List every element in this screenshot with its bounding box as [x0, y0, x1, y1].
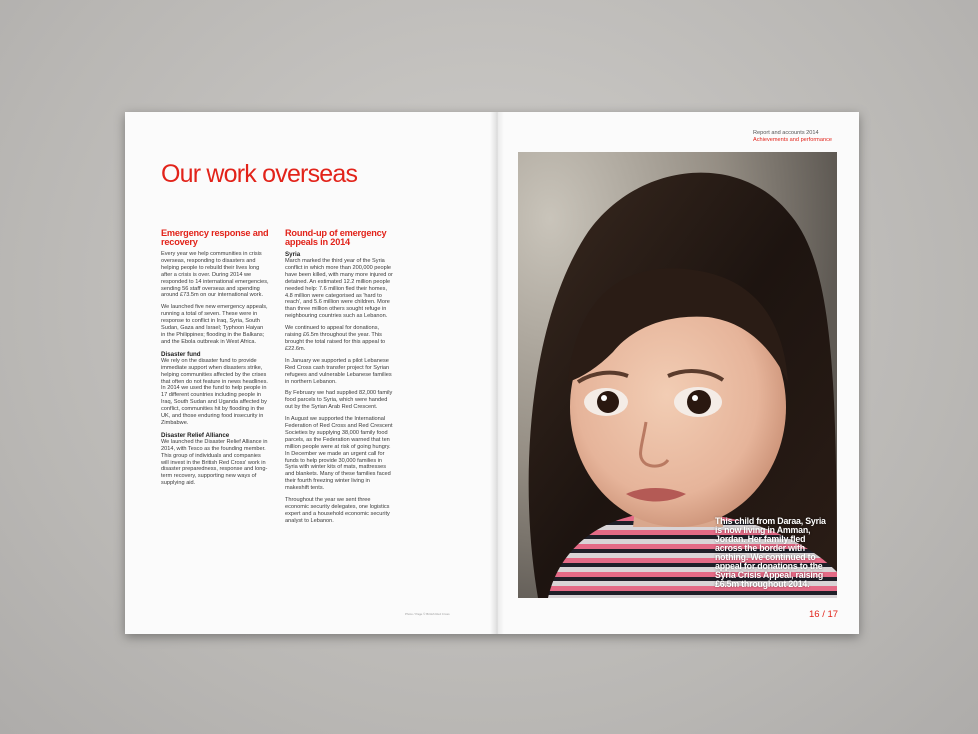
- page-numbers: 16 / 17: [809, 609, 839, 620]
- syria-paragraph-6: Throughout the year we sent three economic security delegates, one logistics expert and a household economic security analyst to Lebanon.: [285, 497, 390, 524]
- syria-paragraph-5: In August we supported the International Federation of Red Cross and Red Crescent Societies by supplying 38,000 family food parcels, as the Federation warned that ten million people were at risk of going hungry. In December we made an urgent call for funds to help provide 30,000 families in Syria with winter kits of mats, mattresses and blankets. Many of these families faced their fourth freezing winter living in makeshift tents.: [285, 416, 393, 492]
- syria-paragraph-2: We continued to appeal for donations, raising £6.5m throughout the year. This brought the total raised for this appeal to £22.6m.: [285, 325, 386, 352]
- disaster-fund-paragraph: We rely on the disaster fund to provide immediate support when disasters strike, helping communities affected by the crises that often do not feature in news headlines. In 2014 we used the fund to help people in 17 different countries including people in Iraq, South Sudan and Uganda affected by conflict, communities hit by flooding in the UK, and those enduring food insecurity in Zimbabwe.: [161, 357, 268, 426]
- intro-paragraph: Every year we help communities in crisis overseas, responding to disasters and helping people to rebuild their lives long after a crisis is over. During 2014 we responded to 14 international emergencies, sending 56 staff overseas and spending around £73.5m on our international work.: [161, 251, 269, 299]
- alliance-paragraph: We launched the Disaster Relief Alliance in 2014, with Tesco as the founding member. This group of individuals and companies will invest in the British Red Cross' work in disaster preparedness, response and long-term recovery, supporting new ways of supplying aid.: [161, 438, 268, 487]
- center-gutter: [490, 112, 504, 634]
- running-header: [753, 130, 832, 144]
- syria-paragraph-1: March marked the third year of the Syria conflict in which more than 200,000 people have been killed, with many more injured or detained. An estimated 12.2 million people needed help: 7.6 million fled their homes, 4.8 million were categorised as 'hard to reach', and 5.6 million were children. More than three million others sought refuge in neighbouring countries such as Lebanon.: [285, 258, 393, 320]
- right-column: [285, 229, 393, 530]
- roundup-heading: Round-up of emergency appeals in 2014: [285, 228, 387, 247]
- syria-heading: Syria: [285, 251, 301, 258]
- child-photo: [518, 152, 837, 598]
- footnote: Photo / Page © British Red Cross: [405, 612, 450, 616]
- emergency-response-heading: Emergency response and recovery: [161, 228, 269, 247]
- report-title: Report and accounts 2014: [753, 130, 819, 136]
- syria-paragraph-4: By February we had supplied 82,000 family food parcels to Syria, which were handed out by the Syrian Arab Red Crescent.: [285, 390, 393, 411]
- left-column: [161, 229, 269, 492]
- appeals-paragraph: We launched five new emergency appeals, running a total of seven. These were in response to conflict in Iraq, Syria, South Sudan, Gaza and Israel; Typhoon Haiyan in the Philippines; flooding in the Balkans; and the Ebola outbreak in West Africa.: [161, 304, 268, 345]
- photo-caption: This child from Daraa, Syria is now living in Amman, Jordan. Her family fled across the border with nothing. We continued to appeal for donations to the Syria Crisis Appeal, raising £6.5m throughout 2014.: [715, 516, 826, 589]
- page-title: Our work overseas: [161, 160, 358, 188]
- section-title: Achievements and performance: [753, 137, 832, 143]
- syria-paragraph-3: In January we supported a pilot Lebanese Red Cross cash transfer project for Syrian refugees and vulnerable Lebanese families in northern Lebanon.: [285, 357, 392, 385]
- disaster-fund-heading: Disaster fund: [161, 350, 201, 358]
- alliance-heading: Disaster Relief Alliance: [161, 431, 230, 439]
- brochure-spread: [125, 112, 859, 634]
